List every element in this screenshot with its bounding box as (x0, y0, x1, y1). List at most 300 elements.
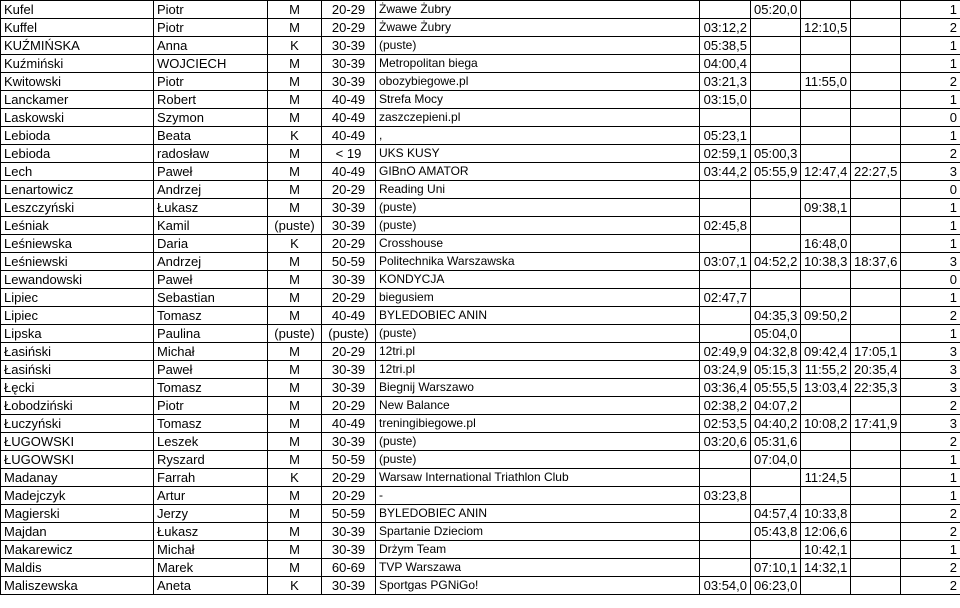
count-cell[interactable]: 2 (901, 505, 960, 523)
club-cell[interactable]: obozybiegowe.pl (376, 73, 700, 91)
surname-cell[interactable]: Łasiński (1, 343, 154, 361)
time-1-cell[interactable] (700, 325, 751, 343)
sex-cell[interactable]: M (268, 1, 322, 19)
time-1-cell[interactable]: 03:21,3 (700, 73, 751, 91)
count-cell[interactable]: 0 (901, 271, 960, 289)
surname-cell[interactable]: Maldis (1, 559, 154, 577)
age-group-cell[interactable]: 20-29 (322, 235, 376, 253)
time-1-cell[interactable]: 03:20,6 (700, 433, 751, 451)
time-1-cell[interactable]: 03:12,2 (700, 19, 751, 37)
age-group-cell[interactable]: 30-39 (322, 271, 376, 289)
club-cell[interactable]: Biegnij Warszawo (376, 379, 700, 397)
time-2-cell[interactable] (751, 109, 801, 127)
count-cell[interactable]: 1 (901, 451, 960, 469)
age-group-cell[interactable]: 30-39 (322, 73, 376, 91)
first-name-cell[interactable]: Michał (154, 343, 268, 361)
first-name-cell[interactable]: Anna (154, 37, 268, 55)
surname-cell[interactable]: Kwitowski (1, 73, 154, 91)
time-1-cell[interactable]: 05:38,5 (700, 37, 751, 55)
time-4-cell[interactable]: 17:05,1 (851, 343, 901, 361)
sex-cell[interactable]: M (268, 289, 322, 307)
club-cell[interactable]: (puste) (376, 451, 700, 469)
time-3-cell[interactable]: 11:55,0 (801, 73, 851, 91)
age-group-cell[interactable]: 30-39 (322, 433, 376, 451)
time-3-cell[interactable]: 09:38,1 (801, 199, 851, 217)
count-cell[interactable]: 2 (901, 145, 960, 163)
club-cell[interactable]: Warsaw International Triathlon Club (376, 469, 700, 487)
age-group-cell[interactable]: < 19 (322, 145, 376, 163)
time-1-cell[interactable] (700, 541, 751, 559)
time-2-cell[interactable] (751, 469, 801, 487)
time-1-cell[interactable]: 03:23,8 (700, 487, 751, 505)
surname-cell[interactable]: Łobodziński (1, 397, 154, 415)
time-2-cell[interactable] (751, 55, 801, 73)
time-1-cell[interactable] (700, 109, 751, 127)
sex-cell[interactable]: M (268, 73, 322, 91)
time-3-cell[interactable] (801, 37, 851, 55)
time-1-cell[interactable]: 03:07,1 (700, 253, 751, 271)
club-cell[interactable]: biegusiem (376, 289, 700, 307)
surname-cell[interactable]: Lebioda (1, 127, 154, 145)
age-group-cell[interactable]: 40-49 (322, 307, 376, 325)
time-2-cell[interactable] (751, 541, 801, 559)
sex-cell[interactable]: M (268, 487, 322, 505)
time-2-cell[interactable] (751, 289, 801, 307)
age-group-cell[interactable]: 20-29 (322, 343, 376, 361)
time-1-cell[interactable] (700, 1, 751, 19)
count-cell[interactable]: 1 (901, 217, 960, 235)
count-cell[interactable]: 0 (901, 109, 960, 127)
club-cell[interactable]: Crosshouse (376, 235, 700, 253)
first-name-cell[interactable]: Leszek (154, 433, 268, 451)
time-2-cell[interactable]: 04:32,8 (751, 343, 801, 361)
time-2-cell[interactable] (751, 91, 801, 109)
time-2-cell[interactable]: 04:57,4 (751, 505, 801, 523)
time-1-cell[interactable]: 03:15,0 (700, 91, 751, 109)
time-4-cell[interactable] (851, 325, 901, 343)
time-3-cell[interactable]: 14:32,1 (801, 559, 851, 577)
time-4-cell[interactable] (851, 1, 901, 19)
surname-cell[interactable]: Lewandowski (1, 271, 154, 289)
time-3-cell[interactable]: 09:50,2 (801, 307, 851, 325)
surname-cell[interactable]: ŁUGOWSKI (1, 451, 154, 469)
first-name-cell[interactable]: Piotr (154, 73, 268, 91)
time-2-cell[interactable]: 05:55,9 (751, 163, 801, 181)
time-3-cell[interactable]: 13:03,4 (801, 379, 851, 397)
time-4-cell[interactable] (851, 127, 901, 145)
surname-cell[interactable]: Lech (1, 163, 154, 181)
time-1-cell[interactable] (700, 271, 751, 289)
surname-cell[interactable]: Leśniak (1, 217, 154, 235)
sex-cell[interactable]: M (268, 271, 322, 289)
age-group-cell[interactable]: 60-69 (322, 559, 376, 577)
age-group-cell[interactable]: 40-49 (322, 127, 376, 145)
time-2-cell[interactable]: 05:55,5 (751, 379, 801, 397)
count-cell[interactable]: 3 (901, 415, 960, 433)
time-4-cell[interactable] (851, 235, 901, 253)
sex-cell[interactable]: (puste) (268, 217, 322, 235)
club-cell[interactable]: (puste) (376, 217, 700, 235)
first-name-cell[interactable]: Aneta (154, 577, 268, 595)
time-3-cell[interactable]: 09:42,4 (801, 343, 851, 361)
count-cell[interactable]: 3 (901, 379, 960, 397)
time-2-cell[interactable] (751, 235, 801, 253)
time-2-cell[interactable] (751, 73, 801, 91)
surname-cell[interactable]: Kuźmiński (1, 55, 154, 73)
sex-cell[interactable]: K (268, 235, 322, 253)
sex-cell[interactable]: M (268, 523, 322, 541)
sex-cell[interactable]: M (268, 91, 322, 109)
time-4-cell[interactable] (851, 289, 901, 307)
sex-cell[interactable]: M (268, 343, 322, 361)
age-group-cell[interactable]: 30-39 (322, 577, 376, 595)
time-3-cell[interactable]: 10:38,3 (801, 253, 851, 271)
time-4-cell[interactable] (851, 181, 901, 199)
time-3-cell[interactable] (801, 1, 851, 19)
time-4-cell[interactable] (851, 217, 901, 235)
time-3-cell[interactable] (801, 217, 851, 235)
club-cell[interactable]: - (376, 487, 700, 505)
age-group-cell[interactable]: 30-39 (322, 55, 376, 73)
surname-cell[interactable]: KUŹMIŃSKA (1, 37, 154, 55)
time-1-cell[interactable]: 05:23,1 (700, 127, 751, 145)
club-cell[interactable]: New Balance (376, 397, 700, 415)
time-4-cell[interactable] (851, 271, 901, 289)
time-4-cell[interactable] (851, 199, 901, 217)
age-group-cell[interactable]: 20-29 (322, 397, 376, 415)
first-name-cell[interactable]: Farrah (154, 469, 268, 487)
time-1-cell[interactable]: 02:53,5 (700, 415, 751, 433)
age-group-cell[interactable]: 30-39 (322, 379, 376, 397)
time-2-cell[interactable] (751, 487, 801, 505)
club-cell[interactable]: (puste) (376, 433, 700, 451)
club-cell[interactable]: Strefa Mocy (376, 91, 700, 109)
time-2-cell[interactable] (751, 37, 801, 55)
time-1-cell[interactable]: 02:45,8 (700, 217, 751, 235)
first-name-cell[interactable]: Andrzej (154, 253, 268, 271)
time-2-cell[interactable] (751, 199, 801, 217)
first-name-cell[interactable]: Paweł (154, 271, 268, 289)
age-group-cell[interactable]: 50-59 (322, 451, 376, 469)
time-1-cell[interactable]: 03:24,9 (700, 361, 751, 379)
time-3-cell[interactable]: 10:42,1 (801, 541, 851, 559)
sex-cell[interactable]: M (268, 109, 322, 127)
age-group-cell[interactable]: 30-39 (322, 361, 376, 379)
count-cell[interactable]: 1 (901, 235, 960, 253)
time-4-cell[interactable]: 18:37,6 (851, 253, 901, 271)
age-group-cell[interactable]: 50-59 (322, 505, 376, 523)
club-cell[interactable]: BYLEDOBIEC ANIN (376, 505, 700, 523)
time-1-cell[interactable]: 04:00,4 (700, 55, 751, 73)
first-name-cell[interactable]: Paulina (154, 325, 268, 343)
time-4-cell[interactable] (851, 487, 901, 505)
sex-cell[interactable]: M (268, 505, 322, 523)
time-2-cell[interactable]: 04:40,2 (751, 415, 801, 433)
count-cell[interactable]: 1 (901, 469, 960, 487)
time-4-cell[interactable] (851, 55, 901, 73)
time-4-cell[interactable] (851, 541, 901, 559)
sex-cell[interactable]: M (268, 361, 322, 379)
club-cell[interactable]: Sportgas PGNiGo! (376, 577, 700, 595)
time-2-cell[interactable]: 04:07,2 (751, 397, 801, 415)
count-cell[interactable]: 2 (901, 19, 960, 37)
count-cell[interactable]: 3 (901, 343, 960, 361)
first-name-cell[interactable]: Sebastian (154, 289, 268, 307)
surname-cell[interactable]: Maliszewska (1, 577, 154, 595)
time-4-cell[interactable] (851, 469, 901, 487)
time-2-cell[interactable]: 05:20,0 (751, 1, 801, 19)
first-name-cell[interactable]: Daria (154, 235, 268, 253)
age-group-cell[interactable]: 20-29 (322, 289, 376, 307)
time-4-cell[interactable] (851, 307, 901, 325)
time-1-cell[interactable] (700, 235, 751, 253)
first-name-cell[interactable]: radosław (154, 145, 268, 163)
surname-cell[interactable]: ŁUGOWSKI (1, 433, 154, 451)
sex-cell[interactable]: K (268, 127, 322, 145)
sex-cell[interactable]: (puste) (268, 325, 322, 343)
club-cell[interactable]: (puste) (376, 325, 700, 343)
club-cell[interactable]: Politechnika Warszawska (376, 253, 700, 271)
club-cell[interactable]: treningibiegowe.pl (376, 415, 700, 433)
first-name-cell[interactable]: Jerzy (154, 505, 268, 523)
age-group-cell[interactable]: 30-39 (322, 199, 376, 217)
time-1-cell[interactable]: 03:54,0 (700, 577, 751, 595)
time-3-cell[interactable]: 11:24,5 (801, 469, 851, 487)
count-cell[interactable]: 1 (901, 37, 960, 55)
first-name-cell[interactable]: Marek (154, 559, 268, 577)
surname-cell[interactable]: Makarewicz (1, 541, 154, 559)
count-cell[interactable]: 1 (901, 487, 960, 505)
time-3-cell[interactable] (801, 145, 851, 163)
sex-cell[interactable]: M (268, 163, 322, 181)
time-4-cell[interactable] (851, 523, 901, 541)
sex-cell[interactable]: K (268, 469, 322, 487)
time-4-cell[interactable] (851, 397, 901, 415)
sex-cell[interactable]: M (268, 55, 322, 73)
time-3-cell[interactable] (801, 109, 851, 127)
time-2-cell[interactable]: 07:10,1 (751, 559, 801, 577)
age-group-cell[interactable]: 30-39 (322, 217, 376, 235)
first-name-cell[interactable]: Robert (154, 91, 268, 109)
surname-cell[interactable]: Madejczyk (1, 487, 154, 505)
age-group-cell[interactable]: 20-29 (322, 19, 376, 37)
first-name-cell[interactable]: Szymon (154, 109, 268, 127)
surname-cell[interactable]: Leszczyński (1, 199, 154, 217)
time-1-cell[interactable] (700, 451, 751, 469)
sex-cell[interactable]: M (268, 415, 322, 433)
club-cell[interactable]: Reading Uni (376, 181, 700, 199)
time-1-cell[interactable]: 02:59,1 (700, 145, 751, 163)
club-cell[interactable]: Żwawe Żubry (376, 1, 700, 19)
time-1-cell[interactable] (700, 523, 751, 541)
time-3-cell[interactable] (801, 91, 851, 109)
age-group-cell[interactable]: 30-39 (322, 541, 376, 559)
club-cell[interactable]: UKS KUSY (376, 145, 700, 163)
surname-cell[interactable]: Kufel (1, 1, 154, 19)
time-4-cell[interactable] (851, 451, 901, 469)
sex-cell[interactable]: M (268, 181, 322, 199)
club-cell[interactable]: (puste) (376, 37, 700, 55)
surname-cell[interactable]: Magierski (1, 505, 154, 523)
club-cell[interactable]: TVP Warszawa (376, 559, 700, 577)
first-name-cell[interactable]: Tomasz (154, 379, 268, 397)
sex-cell[interactable]: M (268, 19, 322, 37)
first-name-cell[interactable]: Paweł (154, 163, 268, 181)
count-cell[interactable]: 1 (901, 541, 960, 559)
count-cell[interactable]: 2 (901, 577, 960, 595)
age-group-cell[interactable]: (puste) (322, 325, 376, 343)
sex-cell[interactable]: M (268, 433, 322, 451)
time-4-cell[interactable]: 22:27,5 (851, 163, 901, 181)
age-group-cell[interactable]: 20-29 (322, 469, 376, 487)
time-4-cell[interactable] (851, 505, 901, 523)
time-4-cell[interactable] (851, 37, 901, 55)
age-group-cell[interactable]: 30-39 (322, 37, 376, 55)
time-2-cell[interactable]: 04:35,3 (751, 307, 801, 325)
time-2-cell[interactable]: 05:04,0 (751, 325, 801, 343)
age-group-cell[interactable]: 40-49 (322, 109, 376, 127)
count-cell[interactable]: 1 (901, 127, 960, 145)
club-cell[interactable]: BYLEDOBIEC ANIN (376, 307, 700, 325)
surname-cell[interactable]: Laskowski (1, 109, 154, 127)
count-cell[interactable]: 1 (901, 91, 960, 109)
time-3-cell[interactable] (801, 325, 851, 343)
first-name-cell[interactable]: Piotr (154, 1, 268, 19)
age-group-cell[interactable]: 20-29 (322, 1, 376, 19)
count-cell[interactable]: 2 (901, 523, 960, 541)
club-cell[interactable]: zaszczepieni.pl (376, 109, 700, 127)
surname-cell[interactable]: Majdan (1, 523, 154, 541)
first-name-cell[interactable]: Artur (154, 487, 268, 505)
age-group-cell[interactable]: 40-49 (322, 163, 376, 181)
count-cell[interactable]: 2 (901, 559, 960, 577)
surname-cell[interactable]: Lenartowicz (1, 181, 154, 199)
time-1-cell[interactable]: 02:38,2 (700, 397, 751, 415)
sex-cell[interactable]: M (268, 307, 322, 325)
time-1-cell[interactable] (700, 307, 751, 325)
club-cell[interactable]: Metropolitan biega (376, 55, 700, 73)
time-4-cell[interactable] (851, 559, 901, 577)
sex-cell[interactable]: K (268, 577, 322, 595)
time-1-cell[interactable]: 03:36,4 (700, 379, 751, 397)
time-3-cell[interactable] (801, 433, 851, 451)
sex-cell[interactable]: M (268, 559, 322, 577)
surname-cell[interactable]: Leśniewska (1, 235, 154, 253)
count-cell[interactable]: 2 (901, 397, 960, 415)
surname-cell[interactable]: Madanay (1, 469, 154, 487)
time-4-cell[interactable] (851, 109, 901, 127)
count-cell[interactable]: 2 (901, 433, 960, 451)
first-name-cell[interactable]: Ryszard (154, 451, 268, 469)
sex-cell[interactable]: M (268, 451, 322, 469)
time-2-cell[interactable] (751, 181, 801, 199)
surname-cell[interactable]: Lipiec (1, 289, 154, 307)
age-group-cell[interactable]: 20-29 (322, 487, 376, 505)
sex-cell[interactable]: M (268, 541, 322, 559)
first-name-cell[interactable]: Michał (154, 541, 268, 559)
first-name-cell[interactable]: Łukasz (154, 199, 268, 217)
count-cell[interactable]: 1 (901, 55, 960, 73)
time-3-cell[interactable] (801, 127, 851, 145)
surname-cell[interactable]: Lipska (1, 325, 154, 343)
time-3-cell[interactable]: 12:47,4 (801, 163, 851, 181)
time-1-cell[interactable]: 02:49,9 (700, 343, 751, 361)
surname-cell[interactable]: Lanckamer (1, 91, 154, 109)
first-name-cell[interactable]: Kamil (154, 217, 268, 235)
time-2-cell[interactable]: 05:43,8 (751, 523, 801, 541)
time-3-cell[interactable]: 12:06,6 (801, 523, 851, 541)
first-name-cell[interactable]: Tomasz (154, 307, 268, 325)
club-cell[interactable]: GIBnO AMATOR (376, 163, 700, 181)
time-1-cell[interactable] (700, 199, 751, 217)
time-4-cell[interactable]: 22:35,3 (851, 379, 901, 397)
time-1-cell[interactable] (700, 505, 751, 523)
count-cell[interactable]: 2 (901, 307, 960, 325)
time-2-cell[interactable] (751, 271, 801, 289)
time-2-cell[interactable] (751, 19, 801, 37)
time-3-cell[interactable]: 10:08,2 (801, 415, 851, 433)
first-name-cell[interactable]: Paweł (154, 361, 268, 379)
surname-cell[interactable]: Leśniewski (1, 253, 154, 271)
time-4-cell[interactable] (851, 145, 901, 163)
time-2-cell[interactable]: 05:00,3 (751, 145, 801, 163)
first-name-cell[interactable]: Piotr (154, 19, 268, 37)
count-cell[interactable]: 1 (901, 199, 960, 217)
time-2-cell[interactable] (751, 127, 801, 145)
count-cell[interactable]: 1 (901, 289, 960, 307)
time-3-cell[interactable] (801, 55, 851, 73)
time-3-cell[interactable] (801, 397, 851, 415)
time-3-cell[interactable] (801, 451, 851, 469)
time-3-cell[interactable]: 10:33,8 (801, 505, 851, 523)
time-4-cell[interactable] (851, 433, 901, 451)
count-cell[interactable]: 3 (901, 163, 960, 181)
count-cell[interactable]: 1 (901, 1, 960, 19)
club-cell[interactable]: Żwawe Żubry (376, 19, 700, 37)
sex-cell[interactable]: M (268, 145, 322, 163)
time-4-cell[interactable] (851, 577, 901, 595)
club-cell[interactable]: KONDYCJA (376, 271, 700, 289)
age-group-cell[interactable]: 40-49 (322, 415, 376, 433)
time-2-cell[interactable]: 05:15,3 (751, 361, 801, 379)
time-1-cell[interactable]: 02:47,7 (700, 289, 751, 307)
time-3-cell[interactable] (801, 181, 851, 199)
surname-cell[interactable]: Lebioda (1, 145, 154, 163)
time-1-cell[interactable] (700, 559, 751, 577)
time-4-cell[interactable] (851, 91, 901, 109)
count-cell[interactable]: 2 (901, 73, 960, 91)
time-3-cell[interactable]: 16:48,0 (801, 235, 851, 253)
surname-cell[interactable]: Łęcki (1, 379, 154, 397)
count-cell[interactable]: 0 (901, 181, 960, 199)
first-name-cell[interactable]: Tomasz (154, 415, 268, 433)
age-group-cell[interactable]: 40-49 (322, 91, 376, 109)
time-1-cell[interactable] (700, 469, 751, 487)
time-2-cell[interactable]: 05:31,6 (751, 433, 801, 451)
sex-cell[interactable]: M (268, 253, 322, 271)
first-name-cell[interactable]: Beata (154, 127, 268, 145)
count-cell[interactable]: 3 (901, 361, 960, 379)
time-2-cell[interactable]: 06:23,0 (751, 577, 801, 595)
time-4-cell[interactable] (851, 19, 901, 37)
age-group-cell[interactable]: 20-29 (322, 181, 376, 199)
sex-cell[interactable]: M (268, 397, 322, 415)
club-cell[interactable]: Spartanie Dzieciom (376, 523, 700, 541)
time-3-cell[interactable] (801, 271, 851, 289)
first-name-cell[interactable]: Andrzej (154, 181, 268, 199)
sex-cell[interactable]: M (268, 199, 322, 217)
club-cell[interactable]: Drżym Team (376, 541, 700, 559)
